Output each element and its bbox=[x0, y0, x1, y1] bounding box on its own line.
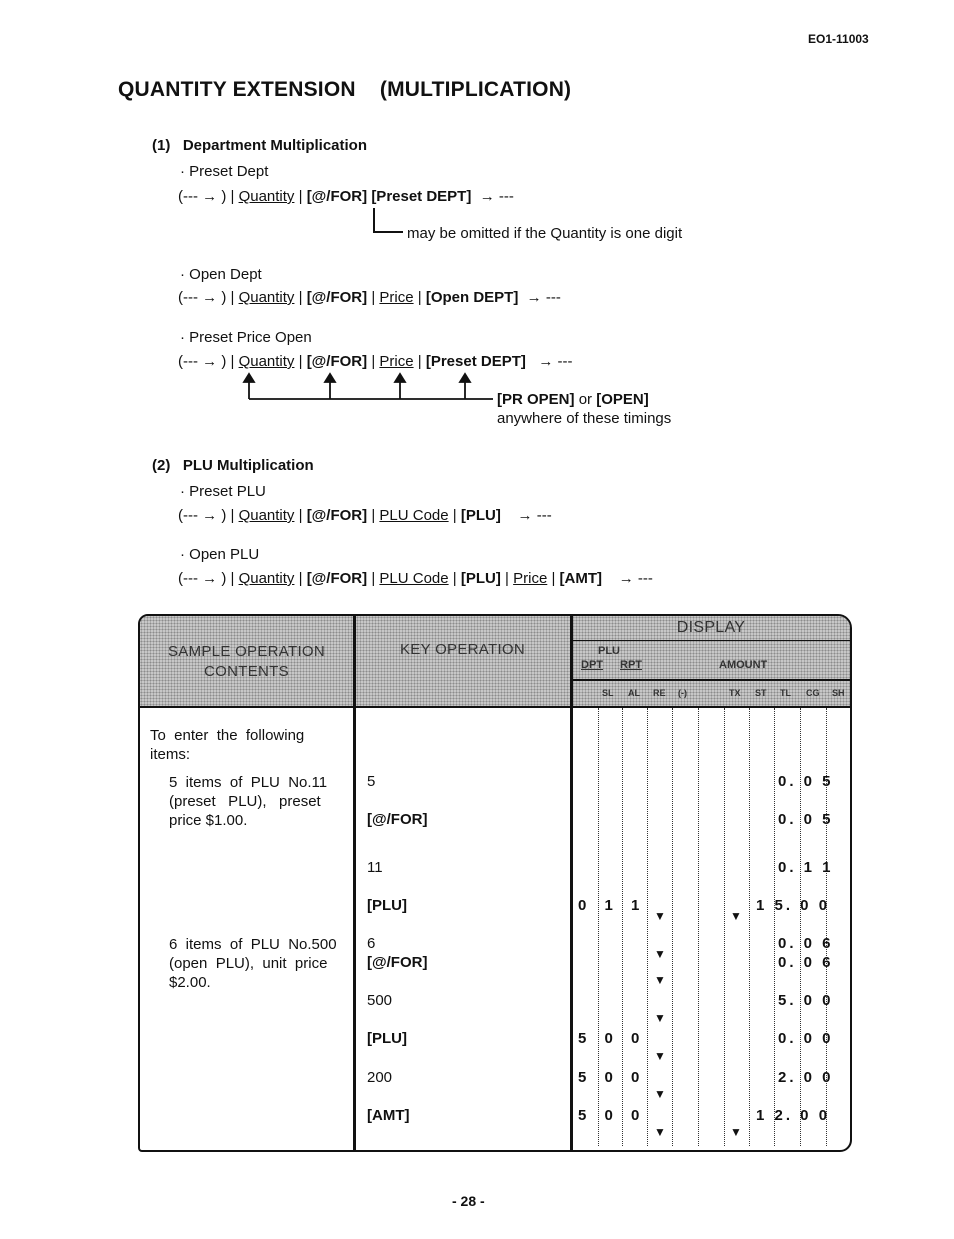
header-amount: AMOUNT bbox=[719, 659, 768, 671]
contents-intro: To enter the following items: bbox=[150, 727, 305, 763]
preset-dept-sequence: (--- → ) | Quantity | [@/FOR] [Preset DEPT] → --- bbox=[178, 188, 514, 205]
display-col-line bbox=[749, 708, 750, 1146]
tl-indicator-icon: ▼ bbox=[730, 1125, 742, 1139]
key-op-6: [@/FOR] bbox=[367, 954, 428, 971]
indicator-tl: TL bbox=[780, 688, 791, 698]
header-key-operation: KEY OPERATION bbox=[399, 641, 526, 658]
key-op-10: [AMT] bbox=[367, 1107, 410, 1124]
display-amount-6: 0. 0 6 bbox=[778, 954, 834, 971]
header-display: DISPLAY bbox=[676, 619, 746, 636]
arrow-icon: → bbox=[538, 353, 554, 370]
arrow-icon: → bbox=[202, 570, 218, 587]
key-op-8: [PLU] bbox=[367, 1030, 407, 1047]
section2-heading: (2) PLU Multiplication bbox=[152, 457, 314, 474]
tl-indicator-icon: ▼ bbox=[730, 909, 742, 923]
indicator-st: ST bbox=[755, 688, 767, 698]
indicator-cg: CG bbox=[806, 688, 820, 698]
omit-note: may be omitted if the Quantity is one digit bbox=[407, 225, 683, 242]
arrow-icon: → bbox=[479, 188, 495, 205]
display-col-line bbox=[698, 708, 699, 1146]
page-title: QUANTITY EXTENSION (MULTIPLICATION) bbox=[118, 78, 572, 101]
display-col-line bbox=[774, 708, 775, 1146]
header-plu: PLU bbox=[598, 645, 620, 657]
re-indicator-icon: ▼ bbox=[654, 909, 666, 923]
arrow-icon: → bbox=[202, 188, 218, 205]
preset-plu-label: · Preset PLU bbox=[180, 483, 266, 500]
omit-bracket-foot bbox=[373, 231, 403, 233]
open-dept-label: · Open Dept bbox=[180, 266, 262, 283]
preset-price-open-label: · Preset Price Open bbox=[180, 329, 312, 346]
sample-operation-table bbox=[138, 614, 852, 1152]
display-plu-10: 5 0 0 bbox=[578, 1107, 647, 1124]
page-number: - 28 - bbox=[452, 1193, 485, 1209]
arrow-icon: → bbox=[202, 507, 218, 524]
omit-bracket bbox=[373, 208, 375, 232]
key-op-1: 5 bbox=[367, 773, 376, 790]
display-amount-10: 1 2. 0 0 bbox=[756, 1107, 831, 1124]
indicator-sh: SH bbox=[832, 688, 845, 698]
key-op-2: [@/FOR] bbox=[367, 811, 428, 828]
header-rpt: RPT bbox=[620, 659, 642, 671]
arrow-icon: → bbox=[517, 507, 533, 524]
pr-open-note: [PR OPEN] or [OPEN] bbox=[497, 391, 649, 408]
indicator-re: RE bbox=[653, 688, 666, 698]
display-plu-4: 0 1 1 bbox=[578, 897, 647, 914]
re-indicator-icon: ▼ bbox=[654, 1125, 666, 1139]
arrow-icon: → bbox=[202, 353, 218, 370]
arrow-icon: → bbox=[526, 289, 542, 306]
col-divider-1 bbox=[353, 616, 356, 1150]
re-indicator-icon: ▼ bbox=[654, 973, 666, 987]
header-dpt: DPT bbox=[581, 659, 603, 671]
display-plu-9: 5 0 0 bbox=[578, 1069, 647, 1086]
pr-open-note-2: anywhere of these timings bbox=[497, 410, 672, 427]
timing-arrows bbox=[240, 372, 500, 406]
indicator-tx: TX bbox=[729, 688, 741, 698]
arrow-icon: → bbox=[618, 570, 634, 587]
display-col-line bbox=[672, 708, 673, 1146]
open-plu-label: · Open PLU bbox=[180, 546, 260, 563]
display-amount-5: 0. 0 6 bbox=[778, 935, 834, 952]
preset-price-open-sequence: (--- → ) | Quantity | [@/FOR] | Price | [Preset DEPT] → --- bbox=[178, 353, 573, 370]
display-amount-7: 5. 0 0 bbox=[778, 992, 834, 1009]
display-amount-9: 2. 0 0 bbox=[778, 1069, 834, 1086]
section1-heading: (1) Department Multiplication bbox=[152, 137, 368, 154]
preset-dept-label: · Preset Dept bbox=[180, 163, 269, 180]
key-op-4: [PLU] bbox=[367, 897, 407, 914]
preset-plu-sequence: (--- → ) | Quantity | [@/FOR] | PLU Code | [PLU] → --- bbox=[178, 507, 552, 524]
col-divider-2 bbox=[570, 616, 573, 1150]
re-indicator-icon: ▼ bbox=[654, 1087, 666, 1101]
open-plu-sequence: (--- → ) | Quantity | [@/FOR] | PLU Code | [PLU] | Price | [AMT] → --- bbox=[178, 570, 653, 587]
indicator-sl: SL bbox=[602, 688, 614, 698]
contents-item2: 6 items of PLU No.500 (open PLU), unit price $2.00. bbox=[169, 936, 337, 991]
header-sample-operation: SAMPLE OPERATION CONTENTS bbox=[167, 643, 326, 680]
display-col-line bbox=[724, 708, 725, 1146]
display-amount-4: 1 5. 0 0 bbox=[756, 897, 831, 914]
key-op-3: 11 bbox=[367, 859, 383, 876]
indicator-minus: (-) bbox=[678, 688, 687, 698]
indicator-al: AL bbox=[628, 688, 640, 698]
re-indicator-icon: ▼ bbox=[654, 1049, 666, 1063]
key-op-7: 500 bbox=[367, 992, 393, 1009]
display-amount-8: 0. 0 0 bbox=[778, 1030, 834, 1047]
re-indicator-icon: ▼ bbox=[654, 947, 666, 961]
key-op-9: 200 bbox=[367, 1069, 393, 1086]
arrow-icon: → bbox=[202, 289, 218, 306]
display-col-line bbox=[647, 708, 648, 1146]
display-plu-8: 5 0 0 bbox=[578, 1030, 647, 1047]
open-dept-sequence: (--- → ) | Quantity | [@/FOR] | Price | [Open DEPT] → --- bbox=[178, 289, 561, 306]
display-amount-2: 0. 0 5 bbox=[778, 811, 834, 828]
display-amount-3: 0. 1 1 bbox=[778, 859, 834, 876]
contents-item1: 5 items of PLU No.11 (preset PLU), preset price $1.00. bbox=[169, 774, 328, 829]
re-indicator-icon: ▼ bbox=[654, 1011, 666, 1025]
display-indicator-rule bbox=[572, 679, 850, 681]
display-amount-1: 0. 0 5 bbox=[778, 773, 834, 790]
document-number: EO1-11003 bbox=[808, 32, 869, 46]
key-op-5: 6 bbox=[367, 935, 376, 952]
